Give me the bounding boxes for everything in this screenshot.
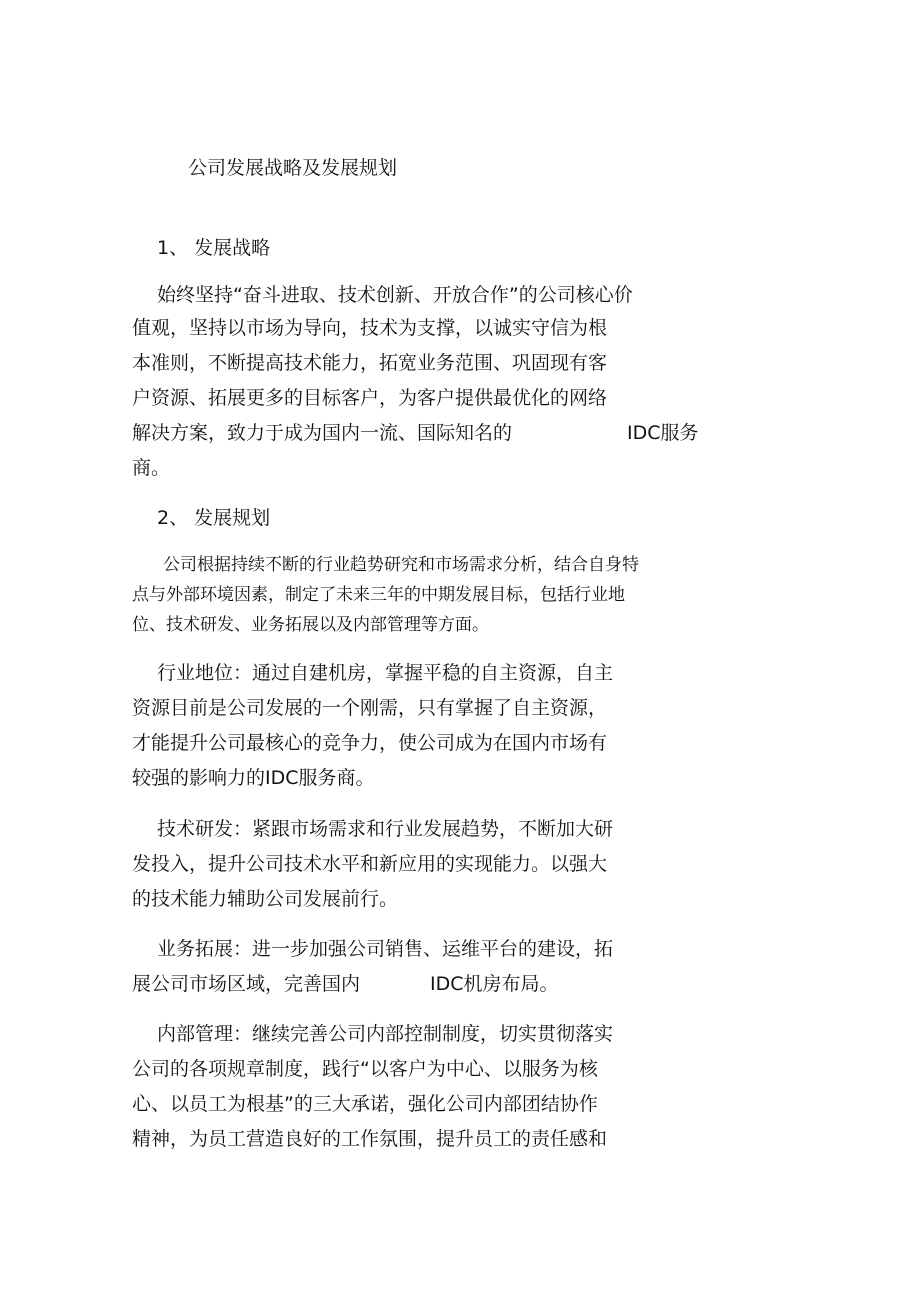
industry-position-line: 较强的影响力的IDC服务商。 [132,767,375,789]
strategy-line: 本准则，不断提高技术能力，拓宽业务范围、巩固现有客 [132,352,608,374]
tech-rd-line: 发投入，提升公司技术水平和新应用的实现能力。以强大 [132,853,608,875]
section-heading-planning: 2、 发展规划 [157,507,271,529]
strategy-line: 始终坚持“奋斗进取、技术创新、开放合作”的公司核心价 [157,284,633,306]
planning-intro-line: 位、技术研发、业务拓展以及内部管理等方面。 [132,615,489,635]
page-title: 公司发展战略及发展规划 [188,157,398,179]
internal-management-line: 心、以员工为根基”的三大承诺，强化公司内部团结协作 [132,1093,598,1115]
planning-intro-line: 点与外部环境因素，制定了未来三年的中期发展目标，包括行业地 [132,585,625,605]
planning-intro-line: 公司根据持续不断的行业趋势研究和市场需求分析，结合自身特 [163,555,639,575]
tech-rd-line: 技术研发：紧跟市场需求和行业发展趋势，不断加大研 [157,818,614,840]
industry-position-line: 资源目前是公司发展的一个刚需，只有掌握了自主资源， [132,697,608,719]
strategy-line-idc: IDC服务 [627,422,699,444]
strategy-line: 户资源、拓展更多的目标客户，为客户提供最优化的网络 [132,387,608,409]
internal-management-line: 精神，为员工营造良好的工作氛围，提升员工的责任感和 [132,1128,608,1150]
tech-rd-line: 的技术能力辅助公司发展前行。 [132,888,399,910]
industry-position-line: 行业地位：通过自建机房，掌握平稳的自主资源，自主 [157,662,614,684]
business-expansion-line: 展公司市场区域，完善国内 [132,973,361,995]
business-expansion-line: 业务拓展：进一步加强公司销售、运维平台的建设，拓 [157,938,614,960]
internal-management-line: 内部管理：继续完善公司内部控制制度，切实贯彻落实 [157,1023,614,1045]
industry-position-line: 才能提升公司最核心的竞争力，使公司成为在国内市场有 [132,732,608,754]
strategy-line: 值观，坚持以市场为导向，技术为支撑，以诚实守信为根 [132,317,608,339]
internal-management-line: 公司的各项规章制度，践行“以客户为中心、以服务为核 [132,1058,598,1080]
strategy-line: 商。 [132,457,171,479]
business-expansion-line-idc: IDC机房布局。 [430,973,559,995]
strategy-line: 解决方案，致力于成为国内一流、国际知名的 [132,422,513,444]
section-heading-strategy: 1、 发展战略 [157,237,271,259]
